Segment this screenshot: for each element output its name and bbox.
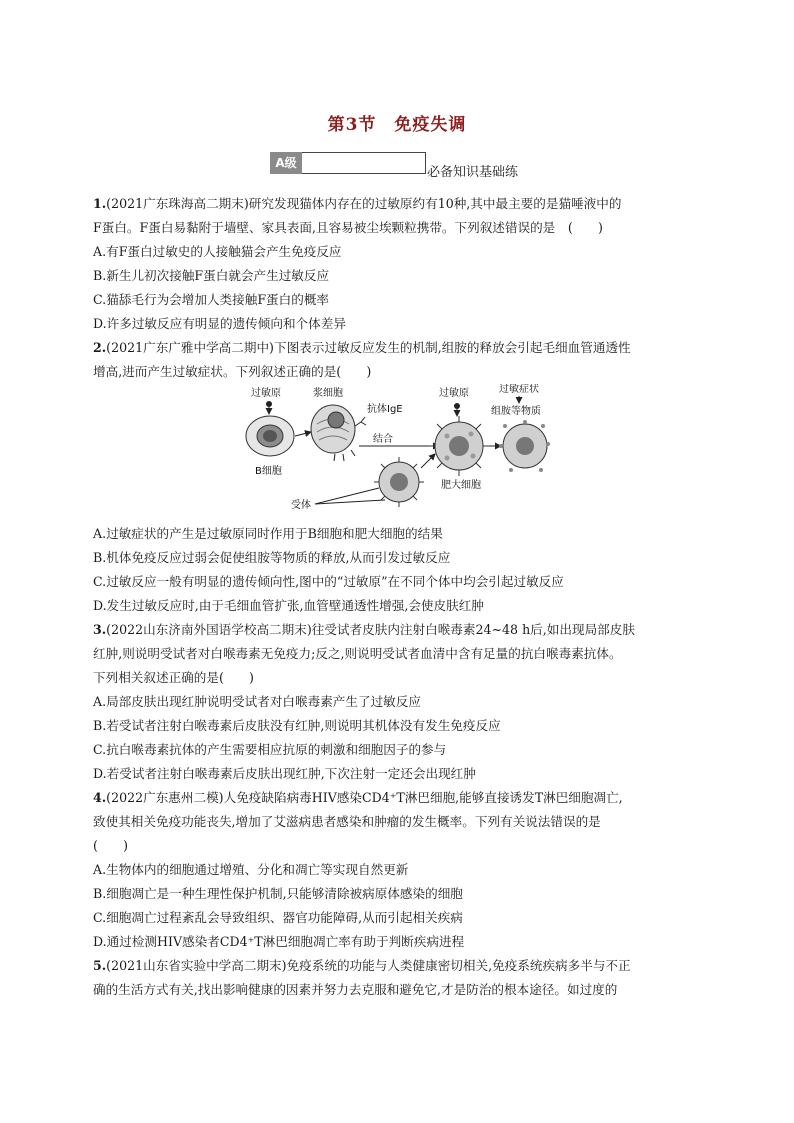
q1-number: 1.: [93, 196, 107, 211]
q1-option-d: D.许多过敏反应有明显的遗传倾向和个体差异: [93, 316, 346, 331]
q4-stem-line-3: ( ): [93, 838, 129, 853]
q4-option-a: A.生物体内的细胞通过增殖、分化和凋亡等实现自然更新: [93, 862, 409, 877]
label-plasma-cell: 浆细胞: [313, 388, 343, 399]
label-bcell: B细胞: [255, 466, 282, 477]
plasma-cell: [311, 405, 355, 453]
q4-number: 4.: [93, 790, 107, 805]
allergen-dot-2: [454, 403, 460, 409]
q1-stem-line-1: 1.(2021广东珠海高二期末)研究发现猫体内存在的过敏原约有10种,其中最主要的是猫唾液中的: [93, 196, 622, 211]
b-cell: [246, 416, 294, 456]
q1-option-b: B.新生儿初次接触F蛋白就会产生过敏反应: [93, 268, 330, 283]
questions: [93, 192, 701, 1002]
q3-stem-line-1: 3.(2022山东济南外国语学校高二期末)往受试者皮肤内注射白喉毒素24~48 h后,如出现局部皮肤: [93, 622, 635, 637]
mast-cell-unbound: [374, 457, 424, 507]
label-allergen-1: 过敏原: [251, 388, 281, 399]
q2-option-a: A.过敏症状的产生是过敏原同时作用于B细胞和肥大细胞的结果: [93, 526, 443, 541]
mast-cell-releasing: [499, 420, 550, 472]
q4-option-b: B.细胞凋亡是一种生理性保护机制,只能够清除被病原体感染的细胞: [93, 886, 463, 901]
q3-option-d: D.若受试者注射白喉毒素后皮肤出现红肿,下次注射一定还会出现红肿: [93, 766, 476, 781]
label-histamine: 组胺等物质: [491, 406, 541, 417]
q1-stem-line-2: F蛋白。F蛋白易黏附于墙壁、家具表面,且容易被尘埃颗粒携带。下列叙述错误的是 ( ): [93, 220, 603, 235]
q5-stem-line-2: 确的生活方式有关,找出影响健康的因素并努力去克服和避免它,才是防治的根本途径。如过度的: [93, 982, 618, 997]
q3-option-b: B.若受试者注射白喉毒素后皮肤没有红肿,则说明其机体没有发生免疫反应: [93, 718, 501, 733]
label-allergen-2: 过敏原: [439, 388, 469, 399]
q1-option-c: C.猫舔毛行为会增加人类接触F蛋白的概率: [93, 292, 330, 307]
level-badge: A级: [270, 152, 302, 174]
q4-stem-line-2: 致使其相关免疫功能丧失,增加了艾滋病患者感染和肿瘤的发生概率。下列有关说法错误的是: [93, 814, 601, 829]
level-text: 必备知识基础练: [427, 165, 519, 180]
q3-stem-line-2: 红肿,则说明受试者对白喉毒素无免疫力;反之,则说明受试者血清中含有足量的抗白喉毒素抗体。: [93, 646, 622, 661]
allergy-mechanism-figure: [93, 384, 701, 522]
label-antibody: 抗体IgE: [367, 404, 403, 415]
label-mast-cell: 肥大细胞: [441, 480, 481, 491]
level-box: [302, 152, 426, 174]
q1-option-a: A.有F蛋白过敏史的人接触猫会产生免疫反应: [93, 244, 342, 259]
q2-stem-line-1: 2.(2021广东广雅中学高二期中)下图表示过敏反应发生的机制,组胺的释放会引起毛细血管通透性: [93, 340, 631, 355]
q2-number: 2.: [93, 340, 107, 355]
q2-option-c: C.过敏反应一般有明显的遗传倾向性,图中的“过敏原”在不同个体中均会引起过敏反应: [93, 574, 564, 589]
mast-cell-sensitized: [429, 416, 489, 476]
label-combine: 结合: [373, 434, 393, 445]
q2-stem-line-2: 增高,进而产生过敏症状。下列叙述正确的是( ): [93, 364, 372, 379]
section-title: 第3节 免疫失调: [327, 115, 467, 135]
q3-number: 3.: [93, 622, 107, 637]
q2-option-d: D.发生过敏反应时,由于毛细血管扩张,血管壁通透性增强,会使皮肤红肿: [93, 598, 484, 613]
allergy-diagram: [243, 384, 553, 518]
q4-option-d: D.通过检测HIV感染者CD4⁺T淋巴细胞凋亡率有助于判断疾病进程: [93, 934, 465, 949]
q5-number: 5.: [93, 958, 107, 973]
q4-option-c: C.细胞凋亡过程紊乱会导致组织、器官功能障碍,从而引起相关疾病: [93, 910, 463, 925]
allergen-dot-1: [266, 401, 272, 407]
q3-option-a: A.局部皮肤出现红肿说明受试者对白喉毒素产生了过敏反应: [93, 694, 421, 709]
q3-stem-line-3: 下列相关叙述正确的是( ): [93, 670, 254, 685]
q4-stem-line-1: 4.(2022广东惠州二模)人免疫缺陷病毒HIV感染CD4⁺T淋巴细胞,能够直接诱发T淋巴细胞凋亡,: [93, 790, 623, 805]
q2-option-b: B.机体免疫反应过弱会促使组胺等物质的释放,从而引发过敏反应: [93, 550, 451, 565]
label-symptom: 过敏症状: [499, 384, 539, 395]
label-receptor: 受体: [291, 500, 311, 511]
q3-option-c: C.抗白喉毒素抗体的产生需要相应抗原的刺激和细胞因子的参与: [93, 742, 447, 757]
q5-stem-line-1: 5.(2021山东省实验中学高二期末)免疫系统的功能与人类健康密切相关,免疫系统疾病多半与不正: [93, 958, 631, 973]
